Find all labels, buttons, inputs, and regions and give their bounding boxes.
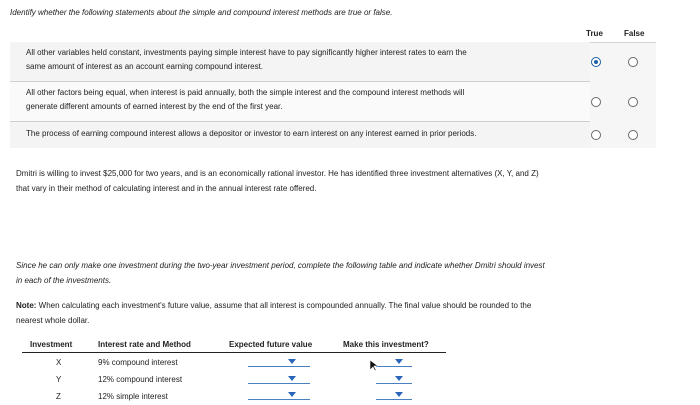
table-header-future-value: Expected future value — [229, 340, 313, 349]
table-header-rate-method: Interest rate and Method — [98, 340, 191, 349]
note-line-2: nearest whole dollar. — [16, 316, 90, 325]
statement-2-line-2: generate different amounts of earned interest by the end of the first year. — [26, 102, 283, 111]
chevron-down-icon — [288, 392, 296, 397]
mouse-pointer-icon — [370, 360, 378, 372]
statement-3-false-radio[interactable] — [628, 130, 638, 140]
statement-2-true-radio[interactable] — [591, 97, 601, 107]
row-z-investment: Z — [56, 392, 61, 401]
row-z-make-dropdown[interactable] — [376, 391, 412, 400]
statement-1-line-2: same amount of interest as an account earning compound interest. — [26, 62, 264, 71]
table-header-investment: Investment — [30, 340, 73, 349]
statement-3-line-1: The process of earning compound interest allows a depositor or investor to earn interest on any interest earned in prior periods. — [26, 129, 477, 138]
statement-2-false-radio[interactable] — [628, 97, 638, 107]
row-y-investment: Y — [56, 375, 62, 384]
row-x-rate-method: 9% compound interest — [98, 358, 178, 367]
scenario-line-1: Dmitri is willing to invest $25,000 for two years, and is an economically rational investor. He has identified three investment alternatives (X, Y, and Z) — [16, 169, 539, 178]
instruction-text: Identify whether the following statements about the simple and compound interest methods are true or false. — [10, 8, 393, 17]
chevron-down-icon — [395, 392, 403, 397]
row-y-make-dropdown[interactable] — [376, 375, 412, 384]
row-y-future-value-dropdown[interactable] — [248, 375, 310, 384]
table-header-rule — [22, 352, 446, 353]
chevron-down-icon — [395, 376, 403, 381]
task-line-2: in each of the investments. — [16, 276, 112, 285]
row-x-future-value-dropdown[interactable] — [248, 358, 310, 367]
statement-row-1 — [10, 42, 590, 82]
row-x-investment: X — [56, 358, 62, 367]
scenario-paragraph — [16, 166, 656, 196]
note-line-1: When calculating each investment's future value, assume that all interest is compounded annually. The final value should be rounded to the — [36, 301, 532, 310]
table-header-make-investment: Make this investment? — [343, 340, 429, 349]
false-column-header: False — [624, 29, 645, 38]
scenario-line-2: that vary in their method of calculating interest and in the annual interest rate offered. — [16, 184, 317, 193]
chevron-down-icon — [288, 359, 296, 364]
statement-row-2 — [10, 82, 590, 122]
note-label: Note: — [16, 301, 37, 310]
row-y-rate-method: 12% compound interest — [98, 375, 183, 384]
row-z-rate-method: 12% simple interest — [98, 392, 168, 401]
statement-3-true-radio[interactable] — [591, 130, 601, 140]
statement-1-line-1: All other variables held constant, investments paying simple interest have to pay significantly higher interest rates to earn the — [26, 48, 467, 57]
task-paragraph — [16, 258, 656, 288]
statement-1-true-radio[interactable] — [591, 57, 601, 67]
statement-2-line-1: All other factors being equal, when interest is paid annually, both the simple interest and the compound interest methods will — [26, 88, 465, 97]
statement-1-false-radio[interactable] — [628, 57, 638, 67]
true-column-header: True — [586, 29, 603, 38]
chevron-down-icon — [395, 359, 403, 364]
statement-row-3 — [10, 122, 590, 148]
note-paragraph — [16, 298, 656, 328]
chevron-down-icon — [288, 376, 296, 381]
row-x-make-dropdown[interactable] — [376, 358, 412, 367]
task-line-1: Since he can only make one investment during the two-year investment period, complete the following table and indicate whether Dmitri should invest — [16, 261, 545, 270]
row-z-future-value-dropdown[interactable] — [248, 391, 310, 400]
